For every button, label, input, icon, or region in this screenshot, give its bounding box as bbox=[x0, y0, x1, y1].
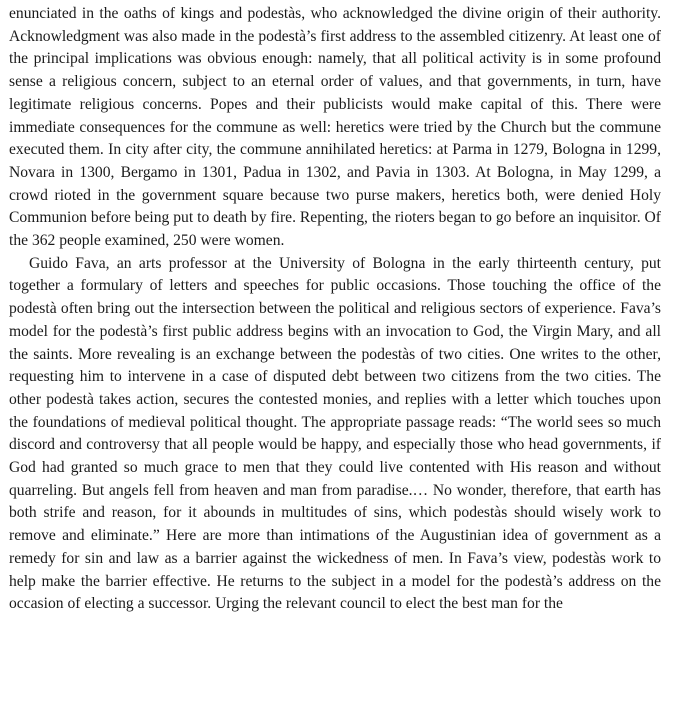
paragraph-1: enunciated in the oaths of kings and podestàs, who acknowledged the divine origin of their authority. Acknowledgment was also made in the podestà’s first address to the assembled citizenry. At least one of the principal implications was obvious enough: namely, that all political activity is in some profound sense a religious concern, subject to an eternal order of values, and that governments, in turn, have legitimate religious concerns. Popes and their publicists would make capital of this. There were immediate consequences for the commune as well: heretics were tried by the Church but the commune executed them. In city after city, the commune annihilated heretics: at Parma in 1279, Bologna in 1299, Novara in 1300, Bergamo in 1301, Padua in 1302, and Pavia in 1303. At Bologna, in May 1299, a crowd rioted in the government square because two purse makers, heretics both, were denied Holy Communion before being put to death by fire. Repenting, the rioters began to go before an inquisitor. Of the 362 people examined, 250 were women. bbox=[9, 5, 661, 250]
paragraph-2: Guido Fava, an arts professor at the University of Bologna in the early thirteenth century, put together a formulary of letters and speeches for public occasions. Those touching the office of the podestà often bring out the intersection between the political and religious sectors of experience. Fava’s model for the podestà’s first public address begins with an invocation to God, the Virgin Mary, and all the saints. More revealing is an exchange between the podestàs of two cities. One writes to the other, requesting him to intervene in a case of disputed debt between two citizens from the two cities. The other podestà takes action, secures the contested monies, and replies with a letter which touches upon the foundations of medieval political thought. The appropriate passage reads: “The world sees so much discord and controversy that all people would be happy, and especially those who head governments, if God had granted so much grace to men that they could live contented with His reason and without quarreling. But angels fell from heaven and man from paradise.… No wonder, therefore, that earth has both strife and reason, for it abounds in multitudes of sins, which podestàs should wisely work to remove and eliminate.” Here are more than intimations of the Augustinian idea of government as a remedy for sin and law as a barrier against the wickedness of men. In Fava’s view, podestàs work to help make the barrier effective. He returns to the subject in a model for the podestà’s address on the occasion of electing a successor. Urging the relevant council to elect the best man for the bbox=[9, 254, 661, 613]
document-page bbox=[9, 3, 661, 616]
